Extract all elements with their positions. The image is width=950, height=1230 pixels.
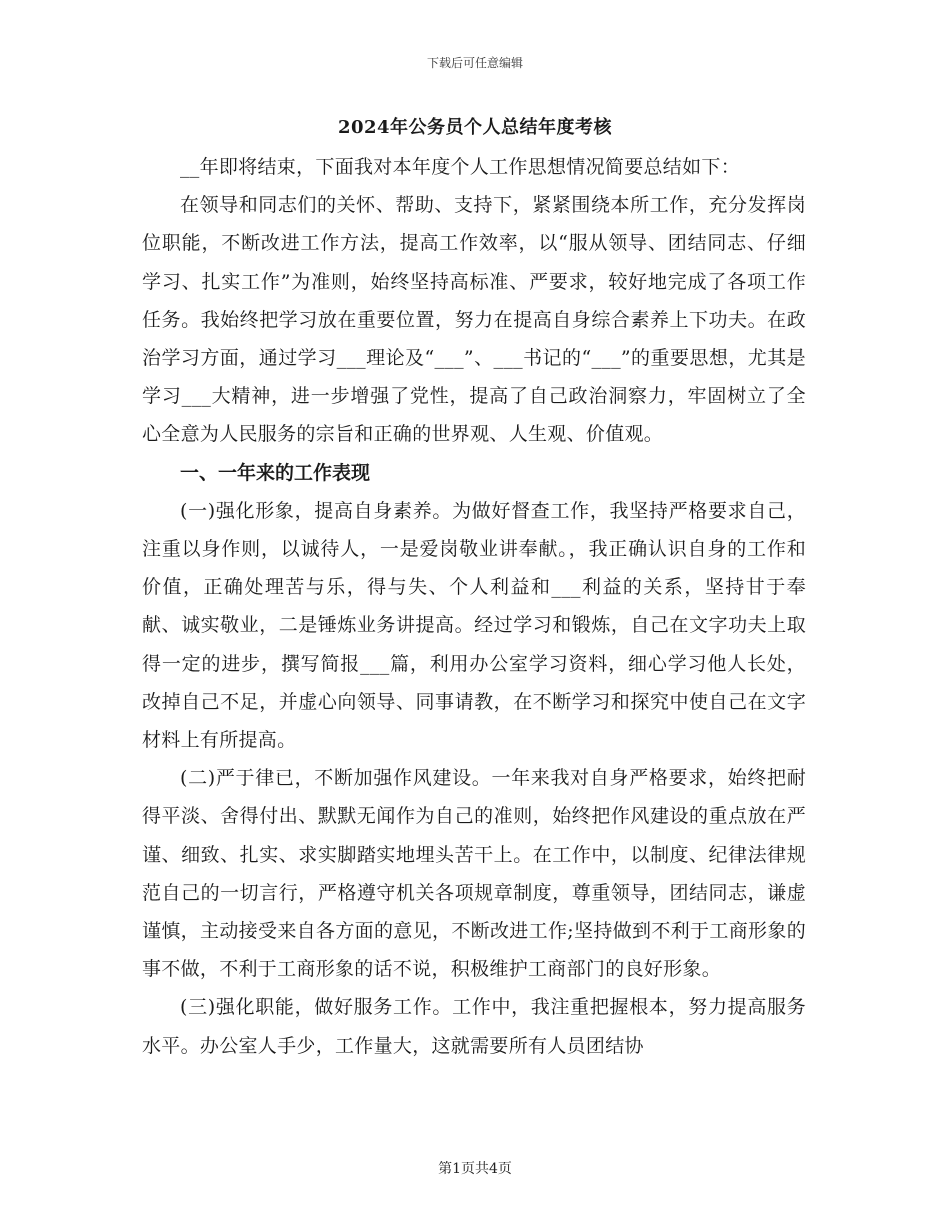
section-paragraph-3: (三)强化职能，做好服务工作。工作中，我注重把握根本，努力提高服务水平。办公室人手少，工作量大，这就需要所有人员团结协 xyxy=(142,996,806,1057)
section-paragraph-2: (二)严于律已，不断加强作风建设。一年来我对自身严格要求，始终把耐得平淡、舍得付出、默默无闻作为自己的准则，始终把作风建设的重点放在严谨、细致、扎实、求实脚踏实地埋头苦干上。在工作中，以制度、纪律法律规范自己的一切言行，严格遵守机关各项规章制度，尊重领导，团结同志，谦虚谨慎，主动接受来自各方面的意见，不断改进工作;坚持做到不利于工商形象的事不做，不利于工商形象的话不说，积极维护工商部门的良好形象。 xyxy=(142,767,806,981)
section-paragraph-1: (一)强化形象，提高自身素养。为做好督查工作，我坚持严格要求自己，注重以身作则，以诚待人，一是爱岗敬业讲奉献。，我正确认识自身的工作和价值，正确处理苦与乐，得与失、个人利益和___利益的关系，坚持甘于奉献、诚实敬业，二是锤炼业务讲提高。经过学习和锻炼，自己在文字功夫上取得一定的进步，撰写简报___篇，利用办公室学习资料，细心学习他人长处，改掉自己不足，并虚心向领导、同事请教，在不断学习和探究中使自己在文字材料上有所提高。 xyxy=(142,499,806,752)
document-body xyxy=(142,148,806,1065)
header-note: 下载后可任意编辑 xyxy=(426,56,523,70)
page-number-footer: 第1页共4页 xyxy=(438,1161,512,1177)
study-paragraph: 在领导和同志们的关怀、帮助、支持下，紧紧围绕本所工作，充分发挥岗位职能，不断改进工作方法，提高工作效率，以“服从领导、团结同志、仔细学习、扎实工作”为准则，始终坚持高标准、严要求，较好地完成了各项工作任务。我始终把学习放在重要位置，努力在提高自身综合素养上下功夫。在政治学习方面，通过学习___理论及“___”、___书记的“___”的重要思想，尤其是学习___大精神，进一步增强了党性，提高了自己政治洞察力，牢固树立了全心全意为人民服务的宗旨和正确的世界观、人生观、价值观。 xyxy=(142,194,806,446)
section-heading: 一、一年来的工作表现 xyxy=(180,461,371,484)
intro-paragraph: __年即将结束，下面我对本年度个人工作思想情况简要总结如下： xyxy=(180,156,741,178)
document-title: 2024年公务员个人总结年度考核 xyxy=(337,117,613,138)
